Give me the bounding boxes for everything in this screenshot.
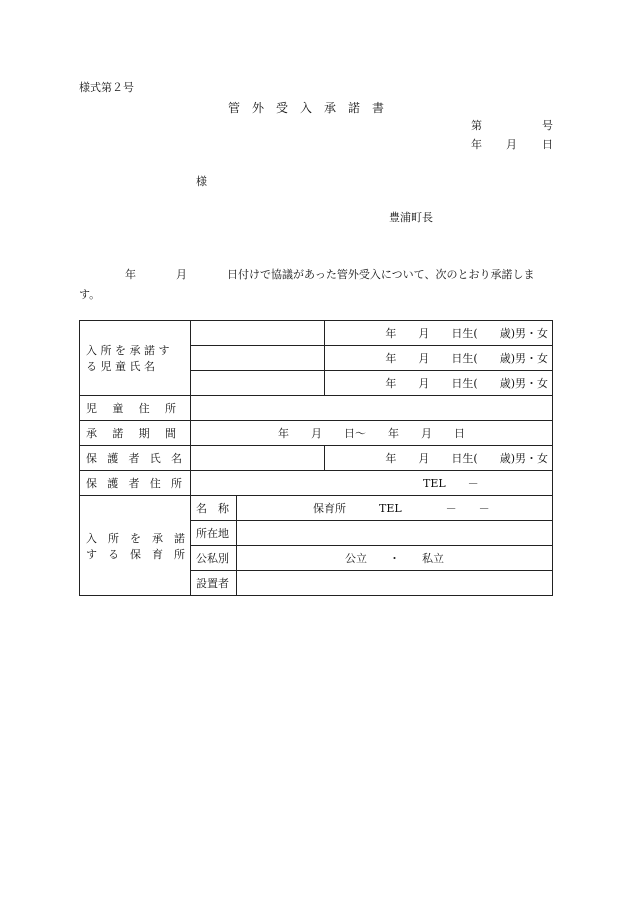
guardian-address-row [80,471,553,496]
approval-form-table [79,320,553,596]
facility-name-field[interactable] [237,496,553,521]
statement-year: 年 [125,268,136,281]
facility-label-line2: す る 保 育 所 [86,547,185,561]
number-label-left: 第 [471,119,482,132]
facility-type-label: 公私別 [191,546,237,571]
child-name-field[interactable] [191,371,325,396]
date-day: 日 [542,138,553,151]
guardian-tel-text: TEL － [423,477,479,490]
facility-founder-label: 設置者 [191,571,237,596]
facility-type-field[interactable]: 公立 ・ 私立 [237,546,553,571]
facility-label-line1: 入 所 を 承 諾 [86,531,185,545]
facility-name-text: 保育所 TEL － － [313,502,490,515]
statement-month: 月 [176,268,187,281]
facility-name-label: 名 称 [191,496,237,521]
guardian-name-field[interactable] [191,446,325,471]
child-birth-field[interactable]: 年 月 日生( 歳)男・女 [325,371,553,396]
child-address-row [80,396,553,421]
approval-statement [79,265,554,305]
addressee-suffix: 様 [196,175,207,188]
child-birth-field[interactable]: 年 月 日生( 歳)男・女 [325,346,553,371]
approval-period-field[interactable]: 年 月 日～ 年 月 日 [191,421,553,446]
facility-founder-field[interactable] [237,571,553,596]
form-number: 様式第２号 [79,81,134,94]
number-label-right: 号 [542,119,553,132]
child-row [80,321,553,346]
child-name-field[interactable] [191,346,325,371]
approval-period-row [80,421,553,446]
date-month: 月 [506,138,517,151]
child-name-field[interactable] [191,321,325,346]
guardian-address-field[interactable] [191,471,553,496]
child-name-label-line1: 入 所 を 承 諾 す [86,344,170,357]
approval-period-label: 承 諾 期 間 [80,421,191,446]
facility-label [80,496,191,596]
child-address-field[interactable] [191,396,553,421]
facility-row [80,496,553,521]
statement-body: 日付けで協議があった管外受入について、次のとおり承諾します。 [79,268,535,301]
guardian-name-label: 保 護 者 氏 名 [80,446,191,471]
facility-location-field[interactable] [237,521,553,546]
guardian-birth-field[interactable]: 年 月 日生( 歳)男・女 [325,446,553,471]
guardian-address-label: 保 護 者 住 所 [80,471,191,496]
date-year: 年 [471,138,482,151]
child-name-label-line2: る 児 童 氏 名 [86,360,155,373]
document-title: 管 外 受 入 承 諾 書 [228,101,385,115]
guardian-name-row [80,446,553,471]
facility-location-label: 所在地 [191,521,237,546]
child-address-label: 児 童 住 所 [80,396,191,421]
child-birth-field[interactable]: 年 月 日生( 歳)男・女 [325,321,553,346]
child-name-label [80,321,191,396]
issuer-name: 豊浦町長 [389,211,433,224]
